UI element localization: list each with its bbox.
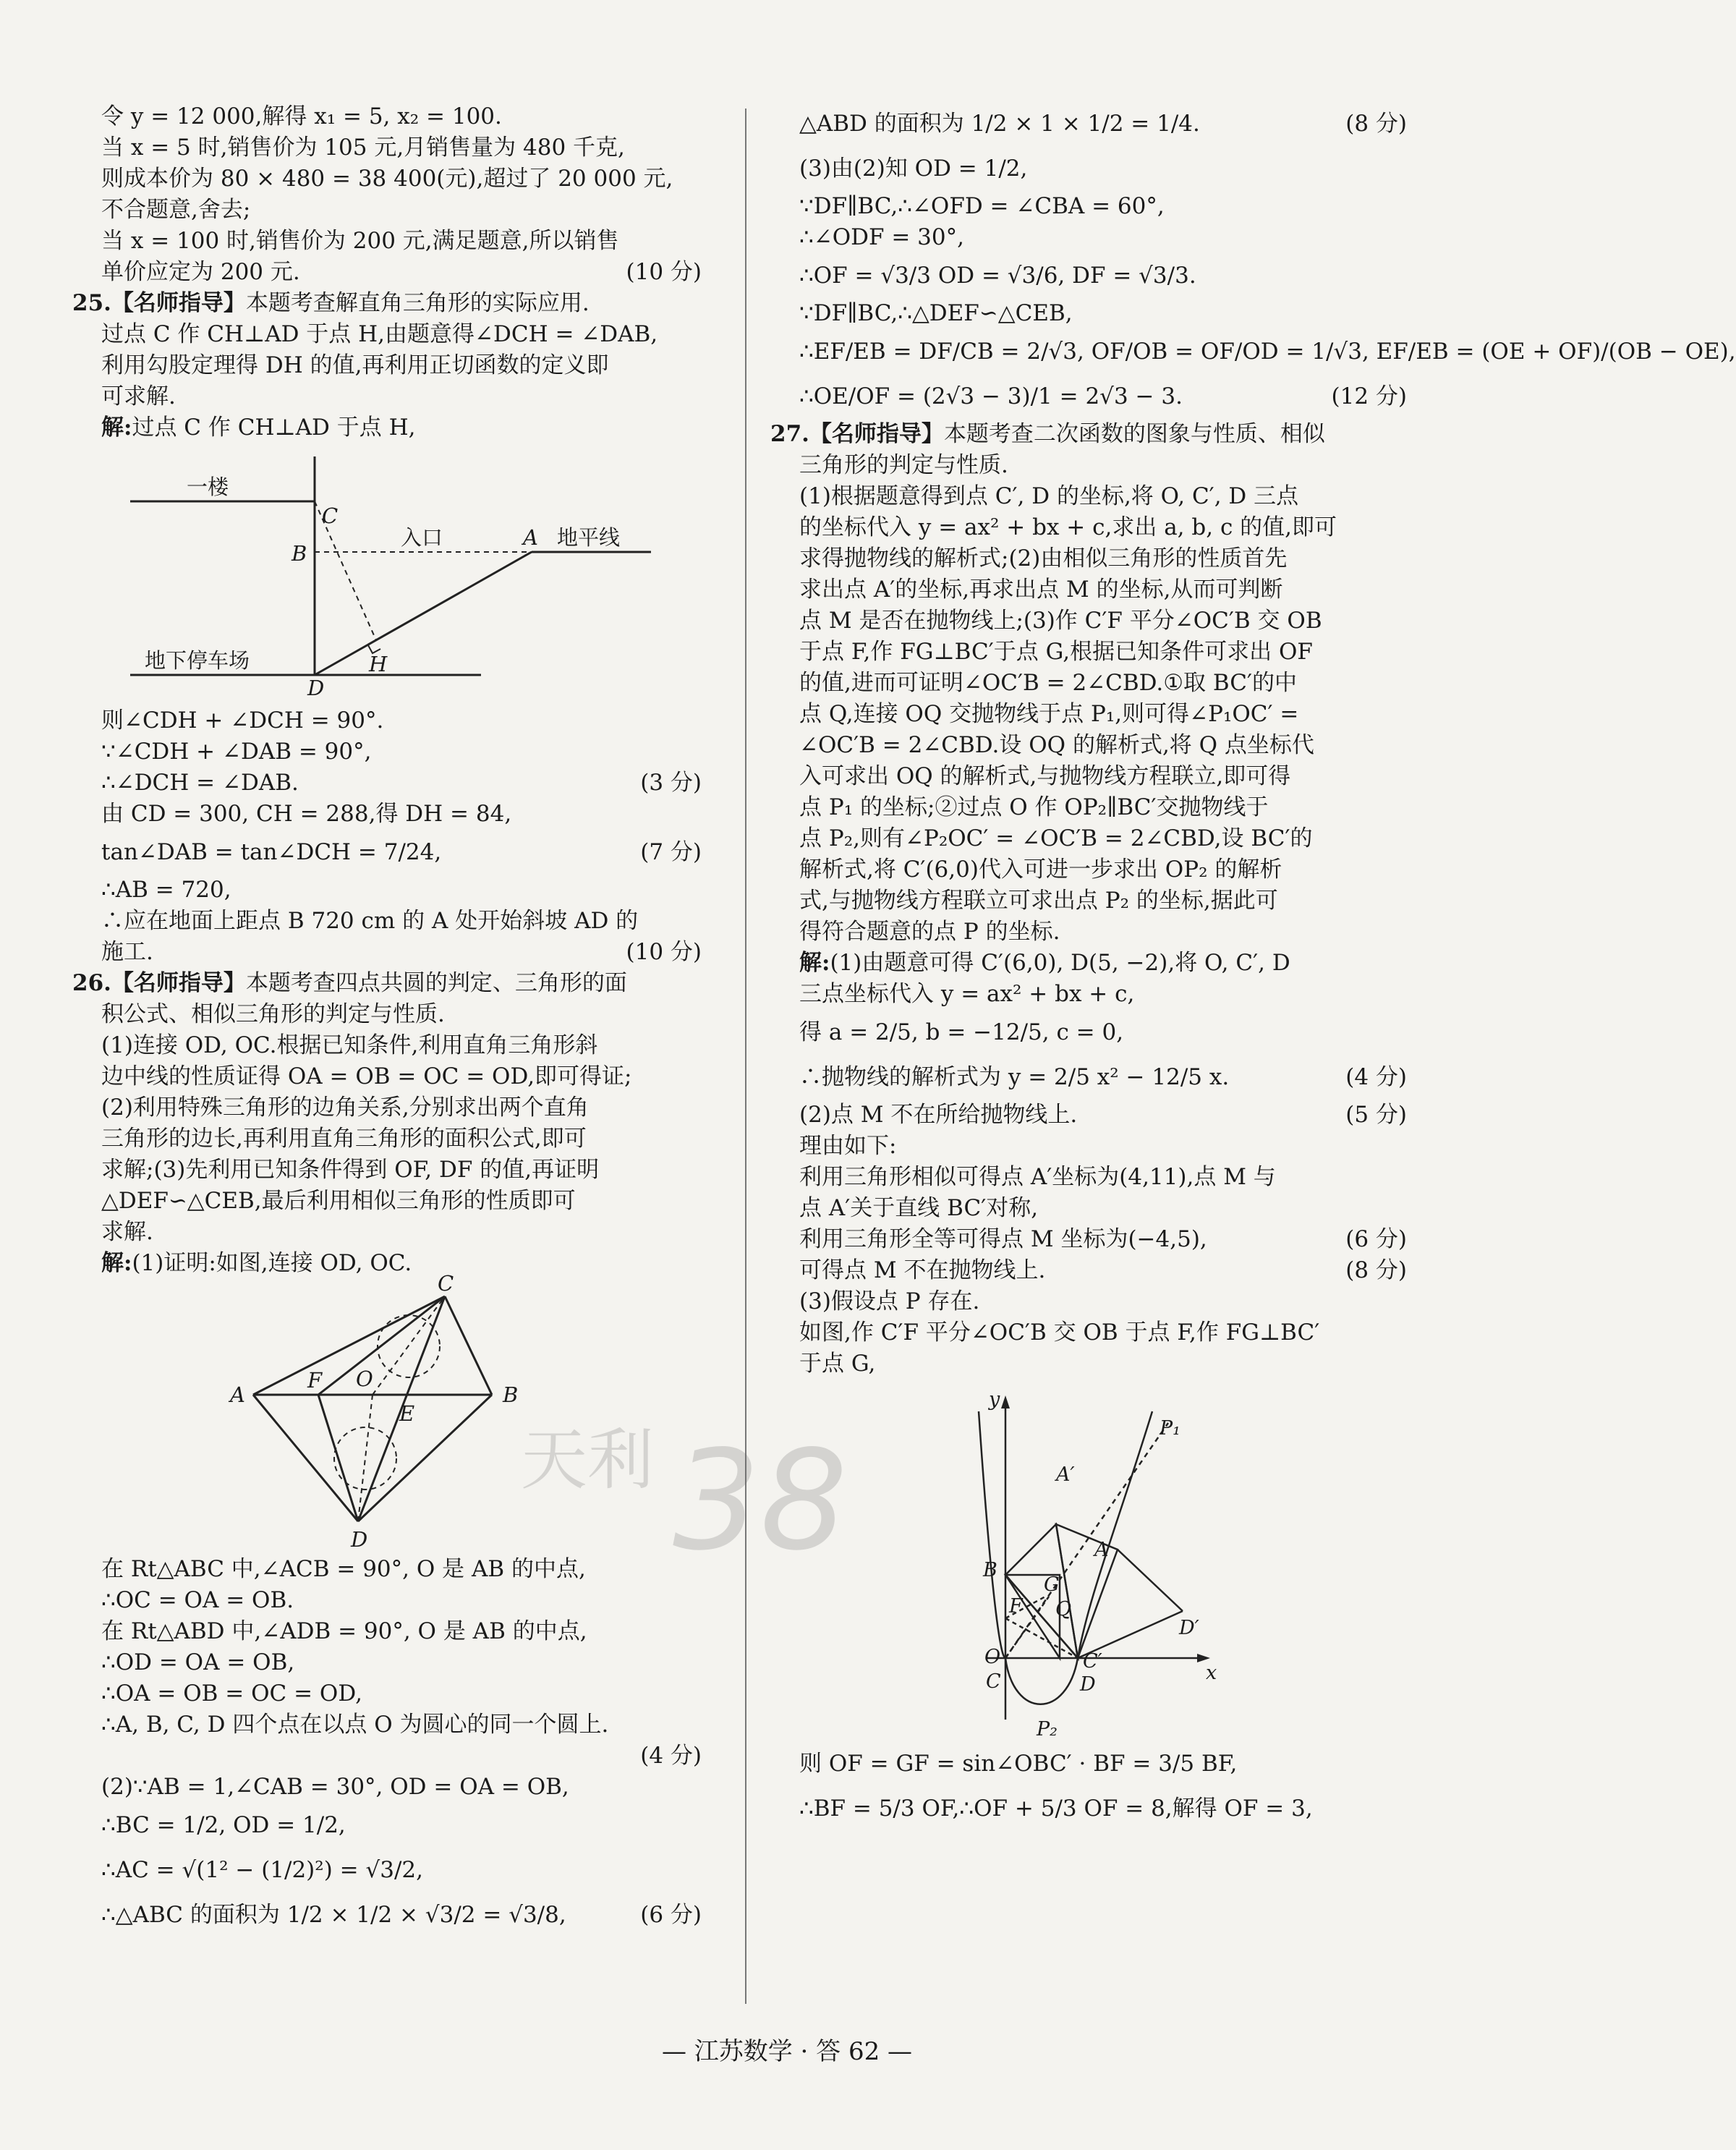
text-line: 求解. <box>101 1219 153 1245</box>
text-line <box>101 937 702 968</box>
q25 <box>72 288 702 968</box>
label-O: O <box>984 1646 1001 1668</box>
label-H: H <box>369 652 388 676</box>
text-line: 可求解. <box>101 383 176 409</box>
question-number: 27. <box>770 421 809 447</box>
label-A-prime: A′ <box>1056 1463 1075 1486</box>
q26-continued <box>799 101 1736 419</box>
label-B: B <box>292 541 307 566</box>
solution-label: 解: <box>799 950 830 976</box>
text-line: 于点 G, <box>799 1351 876 1377</box>
text: 本题考查二次函数的图象与性质、相似 <box>943 421 1325 447</box>
page-footer: — 江苏数学 · 答 62 — <box>661 2037 913 2066</box>
label-D-prime: D′ <box>1179 1617 1199 1639</box>
label-E: E <box>399 1401 415 1426</box>
text-line: 三角形的判定与性质. <box>799 452 1008 478</box>
text-line: ∴OF = √3/3 OD = √3/6, DF = √3/3. <box>799 263 1196 289</box>
text-line: 在 Rt△ABC 中,∠ACB = 90°, O 是 AB 的中点, <box>101 1556 586 1582</box>
solution-label: 解: <box>101 1250 132 1276</box>
text-line: ∵DF∥BC,∴△DEF∽△CEB, <box>799 300 1073 326</box>
question-header <box>770 419 1407 450</box>
score: (8 分) <box>1345 1257 1407 1283</box>
text-line: 在 Rt△ABD 中,∠ADB = 90°, O 是 AB 的中点, <box>101 1618 587 1644</box>
text-line: 由 CD = 300, CH = 288,得 DH = 84, <box>101 801 512 827</box>
label-dixia: 地下停车场 <box>145 648 250 673</box>
text-line: 不合题意,舍去; <box>101 197 251 223</box>
text-line: 点 A′关于直线 BC′对称, <box>799 1195 1039 1221</box>
question-number: 25. <box>72 290 111 316</box>
solution-label: 解: <box>101 415 132 441</box>
text-line: 则 OF = GF = sin∠OBC′ · BF = 3/5 BF, <box>799 1751 1238 1777</box>
slope-diagram <box>101 443 702 700</box>
label-B: B <box>503 1382 519 1407</box>
text-line: ∴OD = OA = OB, <box>101 1649 295 1675</box>
text-line: 求得抛物线的解析式;(2)由相似三角形的性质首先 <box>799 545 1288 572</box>
score: (10 分) <box>626 259 702 285</box>
score: (10 分) <box>626 939 702 965</box>
label-D: D <box>307 676 325 700</box>
text: 过点 C 作 CH⊥AD 于点 H, <box>132 415 416 441</box>
text-line: 的坐标代入 y = ax² + bx + c,求出 a, b, c 的值,即可 <box>799 514 1337 540</box>
column-divider <box>745 109 746 2004</box>
text-line: 点 P₁ 的坐标;②过点 O 作 OP₂∥BC′交抛物线于 <box>799 794 1269 820</box>
text: (2)点 M 不在所给抛物线上. <box>799 1102 1078 1128</box>
label-x: x <box>1206 1662 1217 1684</box>
watermark-logo <box>506 1403 911 1581</box>
text-line: 于点 F,作 FG⊥BC′于点 G,根据已知条件可求出 OF <box>799 639 1313 665</box>
text-line: (3)假设点 P 存在. <box>799 1288 980 1314</box>
text-line: 当 x = 5 时,销售价为 105 元,月销售量为 480 千克, <box>101 135 625 161</box>
label-D: D <box>1080 1673 1096 1696</box>
label-P1: P₁ <box>1160 1417 1180 1440</box>
text-line: 点 P₂,则有∠P₂OC′ = ∠OC′B = 2∠CBD,设 BC′的 <box>799 825 1313 851</box>
text-line: 积公式、相似三角形的判定与性质. <box>101 1001 445 1027</box>
text-line <box>101 412 702 443</box>
text-line: ∴A, B, C, D 四个点在以点 O 为圆心的同一个圆上. <box>101 1712 609 1738</box>
watermark-number: 38 <box>673 1421 848 1581</box>
text: 可得点 M 不在抛物线上. <box>799 1257 1046 1283</box>
text-line: 理由如下: <box>799 1133 897 1159</box>
text: ∴∠DCH = ∠DAB. <box>101 770 299 796</box>
text: ∴△ABC 的面积为 1/2 × 1/2 × √3/2 = √3/8, <box>101 1902 566 1928</box>
text-line: 三点坐标代入 y = ax² + bx + c, <box>799 981 1135 1007</box>
text: (1)由题意可得 C′(6,0), D(5, −2),将 O, C′, D <box>830 950 1290 976</box>
text: 单价应定为 200 元. <box>101 259 300 285</box>
label-C-prime: C′ <box>1083 1650 1102 1673</box>
text-line <box>101 768 702 799</box>
label-C: C <box>322 503 339 528</box>
text-line <box>101 830 702 875</box>
guide-label: 【名师指导】 <box>111 290 246 316</box>
label-C: C <box>438 1271 454 1296</box>
text-line: ∵DF∥BC,∴∠OFD = ∠CBA = 60°, <box>799 193 1165 219</box>
text: (1)证明:如图,连接 OD, OC. <box>132 1250 412 1276</box>
label-B: B <box>983 1559 997 1581</box>
figure-25 <box>101 443 702 700</box>
text-line: ∴AC = √(1² − (1/2)²) = √3/2, <box>101 1857 423 1883</box>
text-line: 利用三角形相似可得点 A′坐标为(4,11),点 M 与 <box>799 1164 1276 1190</box>
text-line: ∵∠CDH + ∠DAB = 90°, <box>101 739 372 765</box>
text-line <box>799 948 1407 979</box>
text-line: 入可求出 OQ 的解析式,与抛物线方程联立,即可得 <box>799 763 1291 789</box>
text-line: 边中线的性质证得 OA = OB = OC = OD,即可得证; <box>101 1063 632 1089</box>
text-line: (3)由(2)知 OD = 1/2, <box>799 156 1028 182</box>
text: 施工. <box>101 939 153 965</box>
text-line: (2)利用特殊三角形的边角关系,分别求出两个直角 <box>101 1095 589 1121</box>
text-line: ∴OC = OA = OB. <box>101 1587 294 1613</box>
text-line <box>799 1224 1407 1255</box>
label-A: A <box>230 1382 245 1407</box>
text: △ABD 的面积为 1/2 × 1 × 1/2 = 1/4. <box>799 111 1200 137</box>
text-line: (1)连接 OD, OC.根据已知条件,利用直角三角形斜 <box>101 1032 598 1058</box>
score: (5 分) <box>1345 1102 1407 1128</box>
text-line: 过点 C 作 CH⊥AD 于点 H,由题意得∠DCH = ∠DAB, <box>101 321 658 347</box>
text-line: 得 a = 2/5, b = −12/5, c = 0, <box>799 1019 1124 1045</box>
text: tan∠DAB = tan∠DCH = 7/24, <box>101 839 442 865</box>
question-number: 26. <box>72 970 111 996</box>
text-line <box>101 257 702 288</box>
text-line: ∴EF/EB = DF/CB = 2/√3, OF/OB = OF/OD = 1/√3, EF/EB = (OE + OF)/(OB − OE), <box>799 339 1736 365</box>
text: 利用三角形全等可得点 M 坐标为(−4,5), <box>799 1226 1207 1252</box>
label-F: F <box>1009 1595 1023 1618</box>
label-F: F <box>307 1368 323 1393</box>
text-line: 则∠CDH + ∠DCH = 90°. <box>101 708 384 734</box>
text-line: ∴∠ODF = 30°, <box>799 224 964 250</box>
text-line: (1)根据题意得到点 C′, D 的坐标,将 O, C′, D 三点 <box>799 483 1299 509</box>
text-line: ∴应在地面上距点 B 720 cm 的 A 处开始斜坡 AD 的 <box>101 908 639 934</box>
score: (7 分) <box>640 839 702 865</box>
label-O: O <box>356 1367 373 1391</box>
label-dipingxian: 地平线 <box>557 525 621 550</box>
score: (8 分) <box>1345 111 1407 137</box>
text-line: 如图,作 C′F 平分∠OC′B 交 OB 于点 F,作 FG⊥BC′ <box>799 1320 1320 1346</box>
label-C: C <box>986 1670 1001 1693</box>
text-line <box>101 1741 702 1772</box>
text-line <box>799 374 1407 419</box>
text-line <box>799 1100 1407 1131</box>
text-line: ∴BC = 1/2, OD = 1/2, <box>101 1812 346 1838</box>
label-y: y <box>989 1388 1000 1411</box>
text: ∴抛物线的解析式为 y = 2/5 x² − 12/5 x. <box>799 1064 1230 1090</box>
score: (3 分) <box>640 770 702 796</box>
text-line: 利用勾股定理得 DH 的值,再利用正切函数的定义即 <box>101 352 609 378</box>
text-line: 令 y = 12 000,解得 x₁ = 5, x₂ = 100. <box>101 103 502 129</box>
label-Q: Q <box>1055 1598 1072 1620</box>
text-line: ∠OC′B = 2∠CBD.设 OQ 的解析式,将 Q 点坐标代 <box>799 732 1314 758</box>
watermark-brand: 天利 <box>521 1422 655 1499</box>
score: (6 分) <box>640 1902 702 1928</box>
text-line: 三角形的边长,再利用直角三角形的面积公式,即可 <box>101 1126 587 1152</box>
q27 <box>770 419 1407 1831</box>
y-axis-arrow <box>1001 1395 1010 1408</box>
label-A: A <box>523 525 538 550</box>
label-A: A <box>1094 1539 1109 1561</box>
text-line: ∴BF = 5/3 OF,∴OF + 5/3 OF = 8,解得 OF = 3, <box>799 1796 1313 1822</box>
text-line: 当 x = 100 时,销售价为 200 元,满足题意,所以销售 <box>101 228 619 254</box>
label-yilou: 一楼 <box>187 475 229 499</box>
spacer <box>101 689 702 705</box>
text-line: ∴OA = OB = OC = OD, <box>101 1681 362 1707</box>
label-G: G <box>1044 1573 1060 1596</box>
text: ∴OE/OF = (2√3 − 3)/1 = 2√3 − 3. <box>799 383 1183 409</box>
score: (12 分) <box>1331 383 1407 409</box>
text-line <box>101 1892 702 1937</box>
text-line: 求出点 A′的坐标,再求出点 M 的坐标,从而可判断 <box>799 577 1283 603</box>
text-line: △DEF∽△CEB,最后利用相似三角形的性质即可 <box>101 1188 576 1214</box>
question-header <box>72 968 702 999</box>
guide-label: 【名师指导】 <box>809 421 944 447</box>
text-line: 点 M 是否在抛物线上;(3)作 C′F 平分∠OC′B 交 OB <box>799 608 1322 634</box>
text-line <box>101 1248 702 1279</box>
text: 本题考查四点共圆的判定、三角形的面 <box>245 970 627 996</box>
text-line: ∴AB = 720, <box>101 877 231 903</box>
text-line <box>799 1255 1407 1286</box>
text-line: 则成本价为 80 × 480 = 38 400(元),超过了 20 000 元, <box>101 166 673 192</box>
label-D: D <box>351 1527 368 1552</box>
question-header <box>72 288 702 319</box>
left-column <box>72 101 702 1937</box>
text-line <box>799 1055 1407 1100</box>
text-line: 解析式,将 C′(6,0)代入可进一步求出 OP₂ 的解析 <box>799 857 1282 883</box>
q24-continued <box>101 101 702 288</box>
text-line: 式,与抛物线方程联立可求出点 P₂ 的坐标,据此可 <box>799 888 1278 914</box>
label-rukou: 入口 <box>401 525 443 550</box>
score: (4 分) <box>1345 1064 1407 1090</box>
label-P2: P₂ <box>1037 1718 1058 1741</box>
text: 本题考查解直角三角形的实际应用. <box>245 290 590 316</box>
text-line: (2)∵AB = 1,∠CAB = 30°, OD = OA = OB, <box>101 1774 569 1800</box>
text-line: 求解;(3)先利用已知条件得到 OF, DF 的值,再证明 <box>101 1157 600 1183</box>
score: (6 分) <box>1345 1226 1407 1252</box>
text-line: 的值,进而可证明∠OC′B = 2∠CBD.①取 BC′的中 <box>799 670 1298 696</box>
guide-label: 【名师指导】 <box>111 970 246 996</box>
text-line: 得符合题意的点 P 的坐标. <box>799 919 1060 945</box>
text-line: 点 Q,连接 OQ 交抛物线于点 P₁,则可得∠P₁OC′ = <box>799 701 1299 727</box>
score: (4 分) <box>640 1743 702 1769</box>
text-line <box>799 101 1407 146</box>
